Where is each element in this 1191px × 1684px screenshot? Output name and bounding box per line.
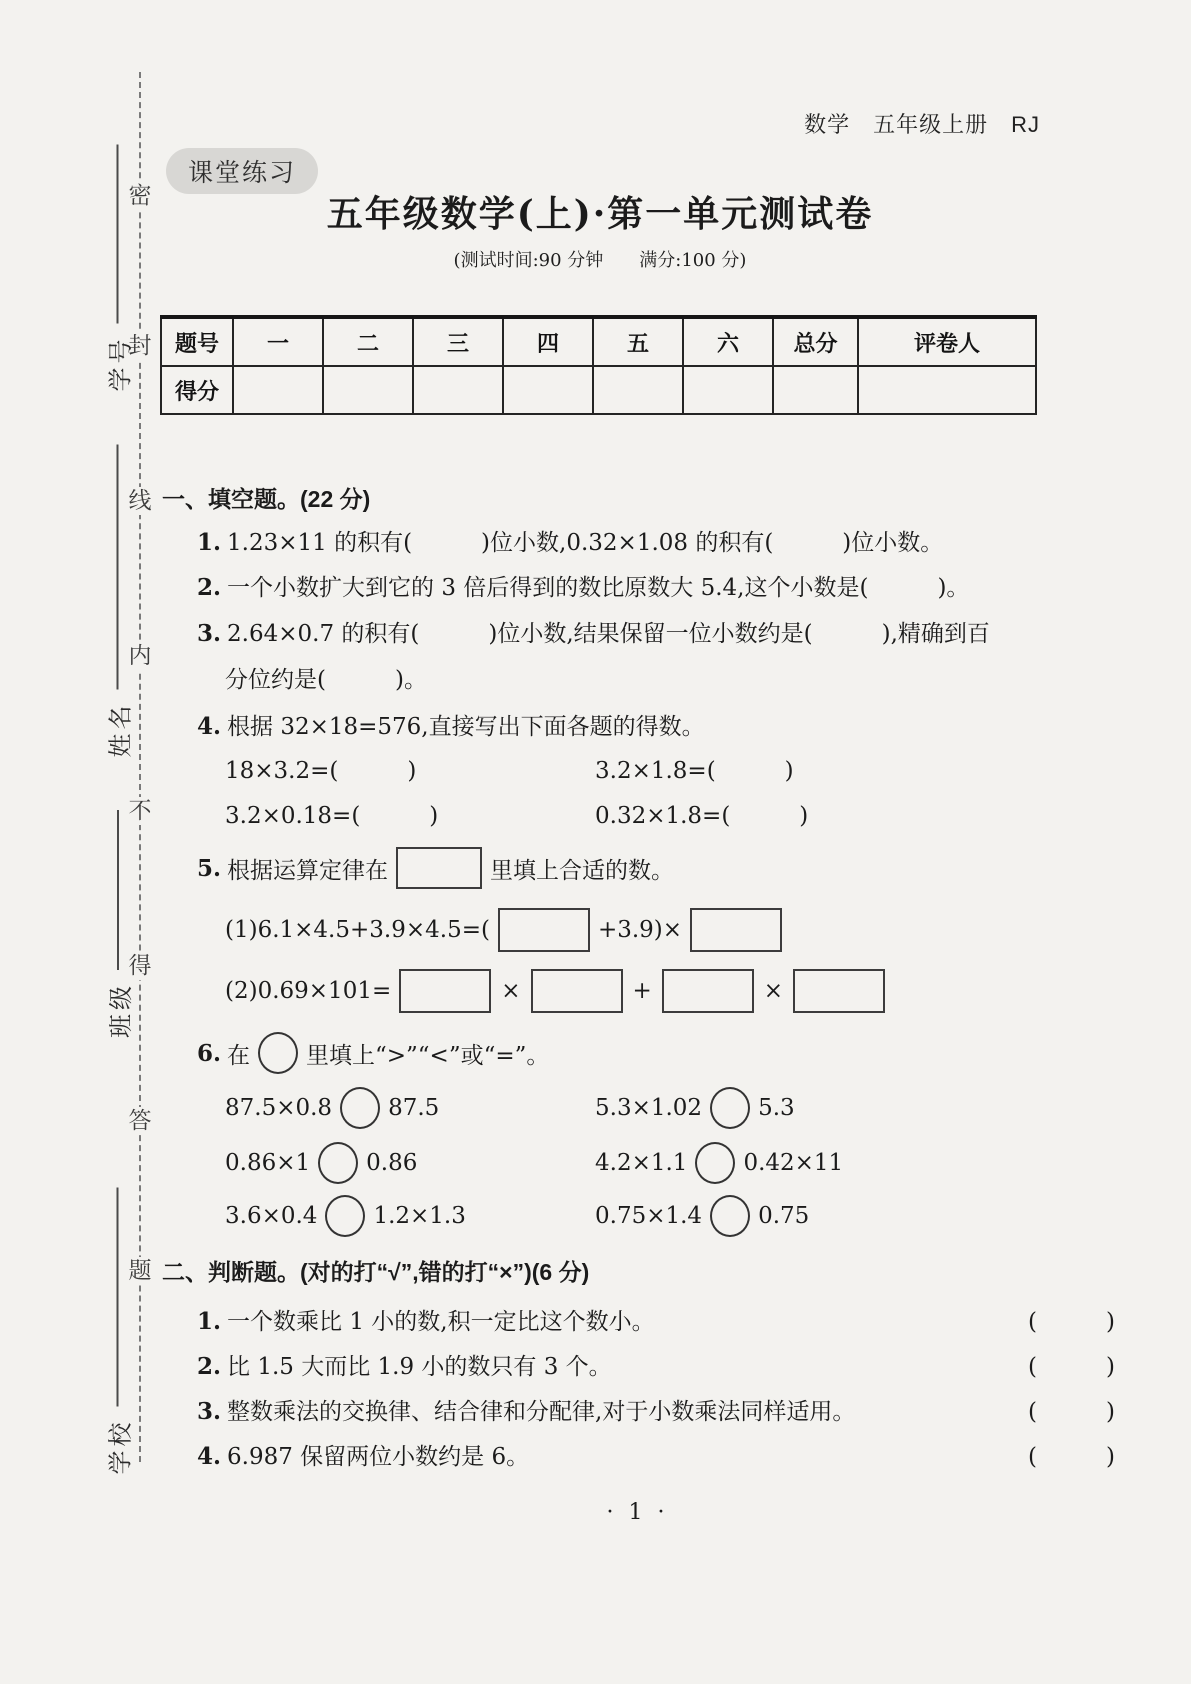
compare-row-2 bbox=[160, 1141, 1115, 1185]
score-cell[interactable] bbox=[233, 366, 323, 414]
practice-badge: 课堂练习 bbox=[166, 148, 318, 194]
student-school-block bbox=[96, 1188, 140, 1475]
question-text: 根据 32×18=576,直接写出下面各题的得数。 bbox=[227, 714, 705, 740]
edition-text: 数学 五年级上册 RJ bbox=[804, 112, 1040, 137]
compare-item bbox=[595, 1194, 809, 1238]
mental-math-item: 3.2×0.18=( ) bbox=[225, 803, 439, 829]
compare-left-expr: 87.5×0.8 bbox=[225, 1095, 333, 1121]
main-content bbox=[160, 0, 1115, 1684]
fill-box[interactable] bbox=[498, 908, 590, 952]
compare-right-expr: 0.75 bbox=[758, 1203, 810, 1229]
compare-row-1 bbox=[160, 1086, 1115, 1130]
judge-item-3 bbox=[197, 1393, 1115, 1426]
question-text: 里填上合适的数。 bbox=[490, 857, 675, 884]
score-cell[interactable] bbox=[323, 366, 413, 414]
question-number: 4. bbox=[197, 1443, 222, 1470]
section1-heading: 一、填空题。(22 分) bbox=[162, 486, 371, 512]
formula-text: (2)0.69×101= bbox=[225, 978, 392, 1004]
score-header-cell: 题号 bbox=[161, 317, 233, 366]
question-5-sub2 bbox=[225, 969, 893, 1013]
compare-right-expr: 1.2×1.3 bbox=[373, 1203, 466, 1229]
seal-char: 密 bbox=[126, 182, 154, 210]
compare-left-expr: 3.6×0.4 bbox=[225, 1203, 318, 1229]
formula-text: (1)6.1×4.5+3.9×4.5=( bbox=[225, 917, 490, 943]
score-header-cell: 五 bbox=[593, 317, 683, 366]
compare-circle[interactable] bbox=[340, 1087, 380, 1129]
question-number: 5. bbox=[197, 854, 222, 882]
score-header-cell: 总分 bbox=[773, 317, 858, 366]
student-class-block bbox=[96, 810, 140, 1038]
mental-math-item: 0.32×1.8=( ) bbox=[595, 803, 809, 829]
judge-text: 3. 整数乘法的交换律、结合律和分配律,对于小数乘法同样适用。 bbox=[197, 1398, 856, 1425]
student-name-blank-line[interactable] bbox=[117, 445, 119, 690]
student-name-block bbox=[96, 445, 140, 758]
question-text: 在 bbox=[227, 1042, 251, 1069]
question-number: 4. bbox=[197, 713, 222, 740]
question-text: 2.64×0.7 的积有( )位小数,结果保留一位小数约是( ),精确到百 bbox=[227, 621, 990, 647]
compare-right-expr: 0.42×11 bbox=[743, 1150, 844, 1176]
page-subtitle: (测试时间:90 分钟 满分:100 分) bbox=[453, 250, 747, 271]
student-id-block bbox=[96, 145, 140, 392]
score-header-cell: 六 bbox=[683, 317, 773, 366]
operator-text: + bbox=[632, 978, 652, 1004]
seal-char: 不 bbox=[126, 797, 154, 825]
question-number: 2. bbox=[197, 574, 222, 601]
question-number: 3. bbox=[197, 1398, 222, 1425]
score-table bbox=[160, 315, 1037, 415]
score-cell[interactable] bbox=[413, 366, 503, 414]
seal-char: 线 bbox=[126, 487, 154, 515]
score-header-cell: 四 bbox=[503, 317, 593, 366]
score-table-header-row bbox=[161, 317, 1036, 366]
question-3-line1 bbox=[197, 615, 990, 648]
fill-box[interactable] bbox=[531, 969, 623, 1013]
seal-char: 题 bbox=[126, 1257, 154, 1285]
score-cell[interactable] bbox=[773, 366, 858, 414]
compare-circle[interactable] bbox=[710, 1087, 750, 1129]
compare-right-expr: 5.3 bbox=[758, 1095, 795, 1121]
question-number: 1. bbox=[197, 529, 222, 556]
compare-circle[interactable] bbox=[318, 1142, 358, 1184]
compare-left-expr: 5.3×1.02 bbox=[595, 1095, 703, 1121]
fill-box[interactable] bbox=[690, 908, 782, 952]
operator-text: × bbox=[501, 978, 521, 1004]
judge-text: 1. 一个数乘比 1 小的数,积一定比这个数小。 bbox=[197, 1308, 655, 1335]
mental-math-item: 18×3.2=( ) bbox=[225, 758, 417, 784]
question-4 bbox=[197, 708, 705, 741]
student-school-label: 学校 bbox=[107, 1418, 134, 1475]
judge-item-4 bbox=[197, 1438, 1115, 1471]
score-header-cell: 评卷人 bbox=[858, 317, 1036, 366]
question-text: 分位约是( )。 bbox=[225, 667, 427, 693]
answer-blank[interactable]: ( ) bbox=[1028, 1444, 1115, 1470]
compare-left-expr: 4.2×1.1 bbox=[595, 1150, 688, 1176]
question-text: 一个小数扩大到它的 3 倍后得到的数比原数大 5.4,这个小数是( )。 bbox=[227, 575, 970, 601]
judge-text: 4. 6.987 保留两位小数约是 6。 bbox=[197, 1443, 530, 1470]
score-cell[interactable] bbox=[858, 366, 1036, 414]
score-header-cell: 一 bbox=[233, 317, 323, 366]
student-id-blank-line[interactable] bbox=[117, 145, 119, 324]
section2-heading: 二、判断题。(对的打“√”,错的打“×”)(6 分) bbox=[162, 1259, 590, 1285]
compare-item bbox=[225, 1086, 439, 1130]
question-number: 3. bbox=[197, 620, 222, 647]
student-id-label: 学号 bbox=[107, 335, 134, 392]
answer-blank[interactable]: ( ) bbox=[1028, 1354, 1115, 1380]
compare-circle[interactable] bbox=[695, 1142, 735, 1184]
judge-text: 2. 比 1.5 大而比 1.9 小的数只有 3 个。 bbox=[197, 1353, 612, 1380]
compare-item bbox=[225, 1194, 466, 1238]
question-number: 1. bbox=[197, 1308, 222, 1335]
fill-box[interactable] bbox=[396, 847, 482, 889]
seal-char: 答 bbox=[126, 1107, 154, 1135]
compare-row-3 bbox=[160, 1194, 1115, 1238]
compare-circle[interactable] bbox=[710, 1195, 750, 1237]
formula-text: +3.9)× bbox=[597, 917, 683, 943]
answer-blank[interactable]: ( ) bbox=[1028, 1399, 1115, 1425]
question-text: 1.23×11 的积有( )位小数,0.32×1.08 的积有( )位小数。 bbox=[227, 530, 944, 556]
judge-item-1 bbox=[197, 1303, 1115, 1336]
student-school-blank-line[interactable] bbox=[117, 1188, 119, 1407]
mental-math-item: 3.2×1.8=( ) bbox=[595, 758, 794, 784]
compare-circle[interactable] bbox=[325, 1195, 365, 1237]
seal-char: 得 bbox=[126, 952, 154, 980]
question-number: 2. bbox=[197, 1353, 222, 1380]
question-6 bbox=[197, 1031, 549, 1075]
score-cell[interactable] bbox=[683, 366, 773, 414]
operator-text: × bbox=[763, 978, 784, 1004]
compare-item bbox=[595, 1086, 795, 1130]
score-header-cell: 三 bbox=[413, 317, 503, 366]
question-5 bbox=[197, 846, 674, 890]
fill-box[interactable] bbox=[793, 969, 885, 1013]
question-text: 里填上“>”“<”或“=”。 bbox=[306, 1042, 550, 1069]
question-2 bbox=[197, 569, 969, 602]
seal-char: 内 bbox=[126, 642, 154, 670]
answer-blank[interactable]: ( ) bbox=[1028, 1309, 1115, 1335]
page-title: 五年级数学(上)·第一单元测试卷 bbox=[326, 193, 874, 235]
student-name-label: 姓名 bbox=[107, 701, 134, 758]
compare-item bbox=[225, 1141, 417, 1185]
seal-char: 封 bbox=[126, 332, 154, 360]
student-class-blank-line[interactable] bbox=[117, 810, 119, 970]
score-cell[interactable] bbox=[503, 366, 593, 414]
score-header-cell: 二 bbox=[323, 317, 413, 366]
question-4-answers-row2 bbox=[160, 797, 1115, 831]
score-row-label: 得分 bbox=[161, 366, 233, 414]
judge-item-2 bbox=[197, 1348, 1115, 1381]
compare-right-expr: 87.5 bbox=[388, 1095, 440, 1121]
question-4-answers-row1 bbox=[160, 752, 1115, 786]
fill-box[interactable] bbox=[399, 969, 491, 1013]
page-number: · 1 · bbox=[606, 1500, 669, 1525]
score-cell[interactable] bbox=[593, 366, 683, 414]
question-5-sub1 bbox=[225, 908, 790, 952]
score-table-score-row bbox=[161, 366, 1036, 414]
question-text: 根据运算定律在 bbox=[227, 857, 389, 884]
fill-box[interactable] bbox=[662, 969, 754, 1013]
compare-left-expr: 0.86×1 bbox=[225, 1150, 311, 1176]
question-1 bbox=[197, 524, 943, 557]
question-number: 6. bbox=[197, 1039, 222, 1067]
compare-item bbox=[595, 1141, 843, 1185]
question-3-line2 bbox=[225, 661, 427, 694]
compare-circle[interactable] bbox=[258, 1032, 298, 1074]
compare-left-expr: 0.75×1.4 bbox=[595, 1203, 703, 1229]
student-class-label: 班级 bbox=[107, 982, 135, 1038]
compare-right-expr: 0.86 bbox=[366, 1150, 418, 1176]
